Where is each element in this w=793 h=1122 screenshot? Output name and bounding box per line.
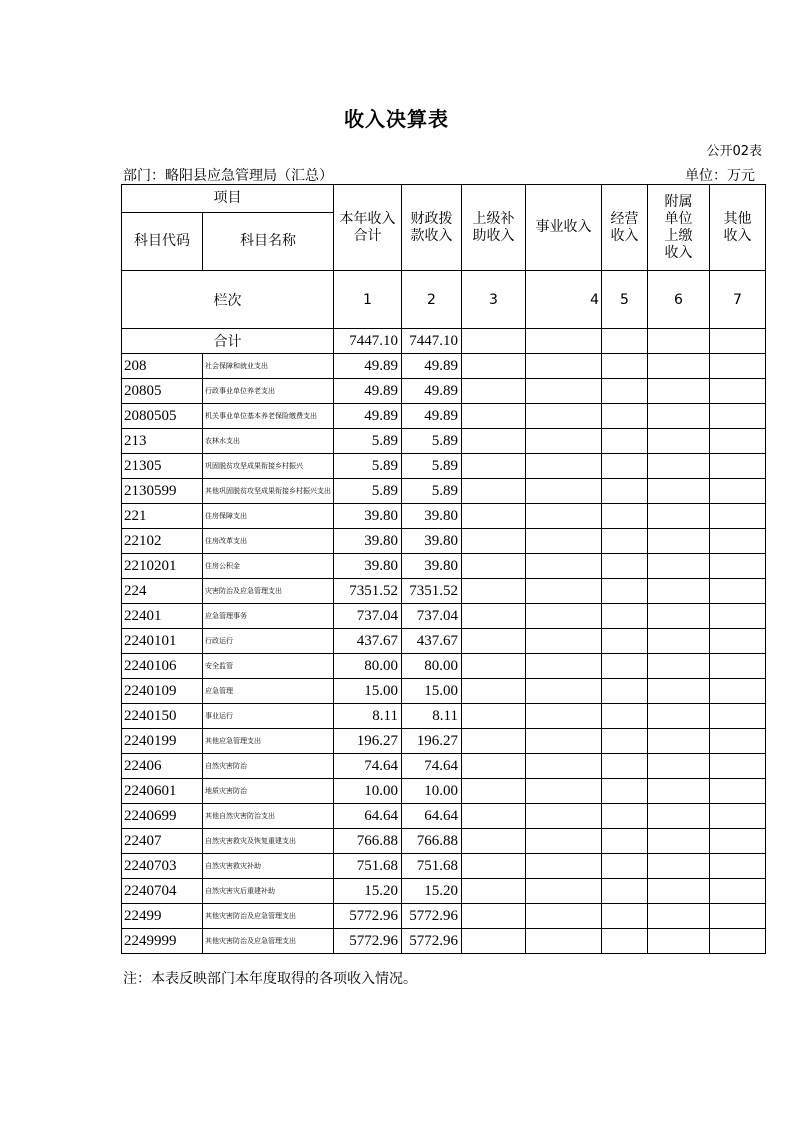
- row-col7: [710, 479, 766, 504]
- row-code: 21305: [122, 454, 203, 479]
- table-row: [122, 904, 766, 929]
- table-row: [122, 479, 766, 504]
- row-col1: 5.89: [334, 429, 402, 454]
- row-col4: [526, 729, 602, 754]
- row-col6: [648, 529, 710, 554]
- row-name: 事业运行: [203, 704, 334, 729]
- row-col7: [710, 654, 766, 679]
- row-col5: [602, 529, 648, 554]
- row-col7: [710, 804, 766, 829]
- row-name: 自然灾害救灾补助: [203, 854, 334, 879]
- total-col7: [710, 329, 766, 354]
- row-col5: [602, 629, 648, 654]
- row-col1: 5772.96: [334, 929, 402, 954]
- row-col5: [602, 429, 648, 454]
- row-col6: [648, 854, 710, 879]
- row-col3: [462, 654, 526, 679]
- row-name: 其他巩固脱贫攻坚成果衔接乡村振兴支出: [203, 479, 334, 504]
- row-col1: 737.04: [334, 604, 402, 629]
- total-col5: [602, 329, 648, 354]
- form-number: 公开02表: [706, 144, 762, 159]
- row-col5: [602, 454, 648, 479]
- total-label: 合计: [122, 329, 334, 354]
- row-col2: 7351.52: [402, 579, 462, 604]
- header-item: 项目: [122, 185, 334, 213]
- row-col4: [526, 904, 602, 929]
- row-col7: [710, 404, 766, 429]
- row-col1: 39.80: [334, 504, 402, 529]
- row-code: 2240704: [122, 879, 203, 904]
- total-col4: [526, 329, 602, 354]
- row-name: 灾害防治及应急管理支出: [203, 579, 334, 604]
- row-col7: [710, 454, 766, 479]
- table-row: [122, 779, 766, 804]
- table-row: [122, 554, 766, 579]
- row-col6: [648, 504, 710, 529]
- table-row: [122, 504, 766, 529]
- row-col3: [462, 429, 526, 454]
- column-number-label: 栏次: [122, 271, 334, 329]
- row-code: 2240150: [122, 704, 203, 729]
- row-col6: [648, 429, 710, 454]
- table-row: [122, 854, 766, 879]
- row-col3: [462, 854, 526, 879]
- row-col2: 5.89: [402, 479, 462, 504]
- row-col1: 5.89: [334, 454, 402, 479]
- row-col5: [602, 404, 648, 429]
- table-row: [122, 404, 766, 429]
- column-number-5: 5: [602, 271, 648, 329]
- row-col1: 49.89: [334, 354, 402, 379]
- column-number-3: 3: [462, 271, 526, 329]
- row-name: 自然灾害防治: [203, 754, 334, 779]
- row-col5: [602, 929, 648, 954]
- row-name: 巩固脱贫攻坚成果衔接乡村振兴: [203, 454, 334, 479]
- row-col1: 7351.52: [334, 579, 402, 604]
- row-col5: [602, 379, 648, 404]
- row-col4: [526, 879, 602, 904]
- total-col3: [462, 329, 526, 354]
- row-col2: 49.89: [402, 354, 462, 379]
- row-col1: 8.11: [334, 704, 402, 729]
- row-col2: 39.80: [402, 529, 462, 554]
- header-col6: 附属单位上缴收入: [648, 185, 710, 271]
- row-col2: 74.64: [402, 754, 462, 779]
- table-row: [122, 679, 766, 704]
- row-col7: [710, 679, 766, 704]
- row-col7: [710, 904, 766, 929]
- row-col4: [526, 554, 602, 579]
- row-col5: [602, 704, 648, 729]
- row-code: 2240703: [122, 854, 203, 879]
- row-col1: 15.00: [334, 679, 402, 704]
- column-number-1: 1: [334, 271, 402, 329]
- table-row: [122, 604, 766, 629]
- table-row: [122, 879, 766, 904]
- table-row: [122, 704, 766, 729]
- row-col1: 437.67: [334, 629, 402, 654]
- row-col2: 737.04: [402, 604, 462, 629]
- row-col1: 64.64: [334, 804, 402, 829]
- row-col4: [526, 354, 602, 379]
- row-col4: [526, 379, 602, 404]
- row-col6: [648, 704, 710, 729]
- row-col3: [462, 404, 526, 429]
- row-col6: [648, 879, 710, 904]
- row-name: 应急管理事务: [203, 604, 334, 629]
- header-col4: 事业收入: [526, 185, 602, 271]
- column-number-6: 6: [648, 271, 710, 329]
- row-col2: 5772.96: [402, 929, 462, 954]
- row-col4: [526, 704, 602, 729]
- row-name: 机关事业单位基本养老保险缴费支出: [203, 404, 334, 429]
- row-code: 2240101: [122, 629, 203, 654]
- row-code: 2130599: [122, 479, 203, 504]
- row-col6: [648, 379, 710, 404]
- header-col5: 经营收入: [602, 185, 648, 271]
- row-col3: [462, 754, 526, 779]
- row-col6: [648, 904, 710, 929]
- department-label: 部门：略阳县应急管理局（汇总）: [123, 168, 333, 184]
- row-col4: [526, 854, 602, 879]
- row-col2: 751.68: [402, 854, 462, 879]
- row-col3: [462, 879, 526, 904]
- row-code: 2240109: [122, 679, 203, 704]
- row-col5: [602, 804, 648, 829]
- row-name: 行政事业单位养老支出: [203, 379, 334, 404]
- row-col6: [648, 554, 710, 579]
- row-col5: [602, 504, 648, 529]
- row-col4: [526, 804, 602, 829]
- column-number-4: 4: [526, 271, 602, 329]
- row-code: 208: [122, 354, 203, 379]
- row-col7: [710, 429, 766, 454]
- row-col7: [710, 704, 766, 729]
- row-col3: [462, 354, 526, 379]
- row-col6: [648, 404, 710, 429]
- row-name: 自然灾害灾后重建补助: [203, 879, 334, 904]
- row-col1: 751.68: [334, 854, 402, 879]
- row-col2: 5.89: [402, 429, 462, 454]
- column-number-7: 7: [710, 271, 766, 329]
- row-col6: [648, 779, 710, 804]
- row-name: 住房公积金: [203, 554, 334, 579]
- row-col5: [602, 654, 648, 679]
- row-col2: 39.80: [402, 554, 462, 579]
- table-row: [122, 579, 766, 604]
- row-col3: [462, 379, 526, 404]
- row-col7: [710, 529, 766, 554]
- table-row: [122, 654, 766, 679]
- row-col5: [602, 854, 648, 879]
- row-col6: [648, 929, 710, 954]
- row-col7: [710, 829, 766, 854]
- row-col7: [710, 629, 766, 654]
- row-col3: [462, 529, 526, 554]
- row-col5: [602, 354, 648, 379]
- row-name: 其他自然灾害防治支出: [203, 804, 334, 829]
- row-code: 22407: [122, 829, 203, 854]
- row-col4: [526, 604, 602, 629]
- row-col7: [710, 854, 766, 879]
- row-col6: [648, 754, 710, 779]
- table-row: [122, 379, 766, 404]
- row-col3: [462, 904, 526, 929]
- row-col2: 15.00: [402, 679, 462, 704]
- row-name: 自然灾害救灾及恢复重建支出: [203, 829, 334, 854]
- row-name: 农林水支出: [203, 429, 334, 454]
- row-col3: [462, 929, 526, 954]
- row-col1: 766.88: [334, 829, 402, 854]
- header-code: 科目代码: [122, 213, 203, 271]
- row-col2: 15.20: [402, 879, 462, 904]
- row-col3: [462, 679, 526, 704]
- row-name: 其他应急管理支出: [203, 729, 334, 754]
- row-col7: [710, 729, 766, 754]
- row-code: 2240199: [122, 729, 203, 754]
- row-col5: [602, 779, 648, 804]
- row-col5: [602, 579, 648, 604]
- row-col1: 49.89: [334, 404, 402, 429]
- row-col6: [648, 804, 710, 829]
- unit-label: 单位：万元: [685, 168, 755, 184]
- page-title: 收入决算表: [344, 107, 449, 131]
- row-name: 住房改革支出: [203, 529, 334, 554]
- row-col2: 39.80: [402, 504, 462, 529]
- row-col3: [462, 829, 526, 854]
- row-name: 地质灾害防治: [203, 779, 334, 804]
- row-col3: [462, 454, 526, 479]
- row-col2: 437.67: [402, 629, 462, 654]
- row-col3: [462, 554, 526, 579]
- row-col6: [648, 729, 710, 754]
- column-number-2: 2: [402, 271, 462, 329]
- row-code: 221: [122, 504, 203, 529]
- row-col4: [526, 629, 602, 654]
- row-col1: 10.00: [334, 779, 402, 804]
- row-col7: [710, 879, 766, 904]
- row-col1: 196.27: [334, 729, 402, 754]
- row-col6: [648, 629, 710, 654]
- row-col5: [602, 479, 648, 504]
- row-code: 213: [122, 429, 203, 454]
- row-col2: 196.27: [402, 729, 462, 754]
- row-col2: 766.88: [402, 829, 462, 854]
- row-col2: 5772.96: [402, 904, 462, 929]
- header-col7: 其他收入: [710, 185, 766, 271]
- row-name: 其他灾害防治及应急管理支出: [203, 929, 334, 954]
- row-code: 224: [122, 579, 203, 604]
- total-col2: 7447.10: [402, 329, 462, 354]
- row-col5: [602, 554, 648, 579]
- row-col3: [462, 804, 526, 829]
- row-col3: [462, 504, 526, 529]
- row-col7: [710, 504, 766, 529]
- row-col5: [602, 729, 648, 754]
- table-row: [122, 629, 766, 654]
- row-col6: [648, 604, 710, 629]
- row-col4: [526, 529, 602, 554]
- row-col7: [710, 604, 766, 629]
- row-code: 22102: [122, 529, 203, 554]
- row-col1: 39.80: [334, 554, 402, 579]
- row-code: 2080505: [122, 404, 203, 429]
- row-col3: [462, 729, 526, 754]
- row-col4: [526, 579, 602, 604]
- row-col2: 64.64: [402, 804, 462, 829]
- table-row: [122, 729, 766, 754]
- row-col7: [710, 354, 766, 379]
- row-col4: [526, 479, 602, 504]
- table-row: [122, 354, 766, 379]
- row-col5: [602, 879, 648, 904]
- row-name: 行政运行: [203, 629, 334, 654]
- row-code: 2210201: [122, 554, 203, 579]
- row-name: 安全监管: [203, 654, 334, 679]
- row-col6: [648, 654, 710, 679]
- row-col5: [602, 829, 648, 854]
- row-col2: 5.89: [402, 454, 462, 479]
- row-col2: 8.11: [402, 704, 462, 729]
- row-col1: 74.64: [334, 754, 402, 779]
- row-col1: 80.00: [334, 654, 402, 679]
- row-name: 应急管理: [203, 679, 334, 704]
- row-code: 2240699: [122, 804, 203, 829]
- row-code: 20805: [122, 379, 203, 404]
- header-col3: 上级补助收入: [462, 185, 526, 271]
- table-row: [122, 454, 766, 479]
- row-col4: [526, 829, 602, 854]
- row-col4: [526, 504, 602, 529]
- row-code: 22499: [122, 904, 203, 929]
- row-col5: [602, 679, 648, 704]
- income-table: [121, 184, 766, 954]
- row-col5: [602, 754, 648, 779]
- row-col4: [526, 429, 602, 454]
- row-col4: [526, 779, 602, 804]
- row-code: 2249999: [122, 929, 203, 954]
- table-row: [122, 754, 766, 779]
- row-col7: [710, 754, 766, 779]
- row-col3: [462, 604, 526, 629]
- row-col2: 49.89: [402, 379, 462, 404]
- row-col3: [462, 629, 526, 654]
- row-col6: [648, 354, 710, 379]
- row-col3: [462, 704, 526, 729]
- row-col7: [710, 779, 766, 804]
- row-col6: [648, 479, 710, 504]
- row-name: 其他灾害防治及应急管理支出: [203, 904, 334, 929]
- row-col6: [648, 579, 710, 604]
- row-col4: [526, 654, 602, 679]
- header-col2: 财政拨款收入: [402, 185, 462, 271]
- row-col5: [602, 604, 648, 629]
- row-code: 22406: [122, 754, 203, 779]
- table-row: [122, 529, 766, 554]
- row-name: 住房保障支出: [203, 504, 334, 529]
- row-col2: 10.00: [402, 779, 462, 804]
- row-col4: [526, 454, 602, 479]
- row-col6: [648, 679, 710, 704]
- row-col6: [648, 829, 710, 854]
- table-row: [122, 929, 766, 954]
- row-col7: [710, 929, 766, 954]
- row-col7: [710, 554, 766, 579]
- table-row: [122, 829, 766, 854]
- header-col1: 本年收入合计: [334, 185, 402, 271]
- row-col4: [526, 404, 602, 429]
- row-col4: [526, 929, 602, 954]
- row-col1: 5.89: [334, 479, 402, 504]
- total-col6: [648, 329, 710, 354]
- total-col1: 7447.10: [334, 329, 402, 354]
- row-col1: 15.20: [334, 879, 402, 904]
- row-col7: [710, 579, 766, 604]
- row-col2: 49.89: [402, 404, 462, 429]
- row-col4: [526, 679, 602, 704]
- footnote: 注：本表反映部门本年度取得的各项收入情况。: [123, 971, 417, 987]
- row-col5: [602, 904, 648, 929]
- row-col3: [462, 479, 526, 504]
- header-name: 科目名称: [203, 213, 334, 271]
- row-col7: [710, 379, 766, 404]
- row-code: 22401: [122, 604, 203, 629]
- row-col1: 39.80: [334, 529, 402, 554]
- row-name: 社会保障和就业支出: [203, 354, 334, 379]
- row-col6: [648, 454, 710, 479]
- row-col1: 5772.96: [334, 904, 402, 929]
- row-col3: [462, 579, 526, 604]
- row-col4: [526, 754, 602, 779]
- row-col2: 80.00: [402, 654, 462, 679]
- row-col3: [462, 779, 526, 804]
- table-row: [122, 804, 766, 829]
- row-code: 2240106: [122, 654, 203, 679]
- table-row: [122, 429, 766, 454]
- row-col1: 49.89: [334, 379, 402, 404]
- row-code: 2240601: [122, 779, 203, 804]
